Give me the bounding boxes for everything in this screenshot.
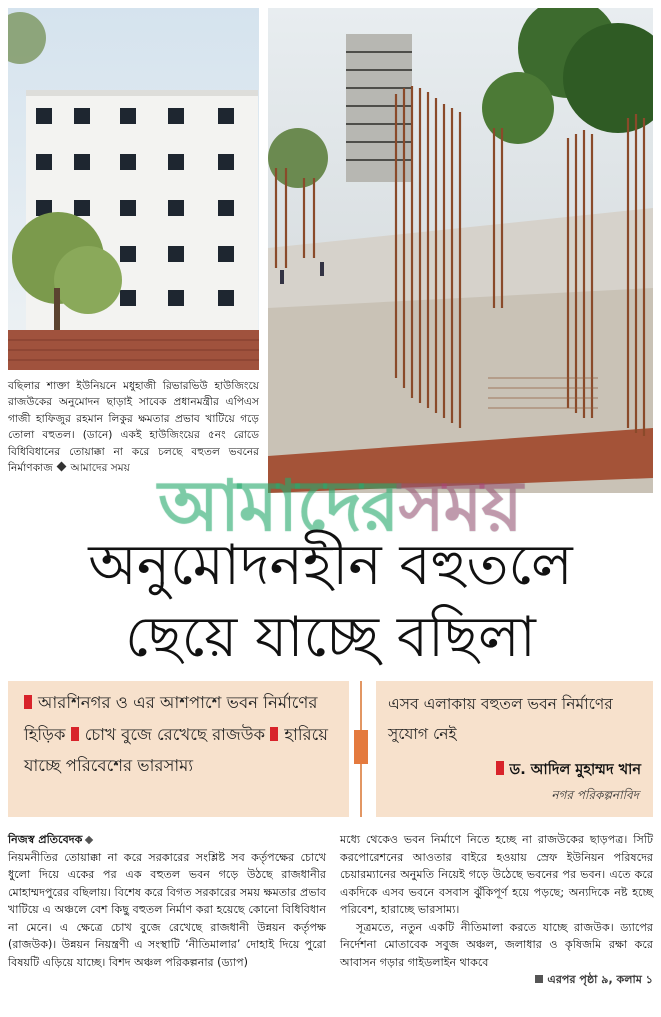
red-bullet-icon [24,695,32,709]
article-column-2 [340,831,653,989]
watermark-part1: আমাদের [158,465,399,547]
continued-square-icon [535,975,543,983]
watermark-part2: সময় [398,465,522,547]
kicker-highlights [8,681,349,817]
byline: নিজস্ব প্রতিবেদক [8,833,83,846]
caption-text: বছিলার শাক্তা ইউনিয়নে মধুহাজী রিভারভিউ হাউজিংয়ে রাজউকের অনুমোদন ছাড়াই সাবেক প্রধানমন্ত্রীর এপিএস গাজী হাফিজুর রহমান লিকুর ক্ষমতার প্রভাব খাটিয়ে গড়ে তোলা বহুতল। (ডানে) একই হাউজিংয়ের ৫নং রোডে বিধিবিধানের তোয়াক্কা না করে চলছে বহুতল ভবনের নির্মাণকাজ [8,380,259,475]
article-col2-para1: মধ্যে থেকেও ভবন নির্মাণে নিতে হচ্ছে না রাজউকের ছাড়পত্র। সিটি করপোরেশনের আওতার বাইরে হওয়ায় স্রেফ ইউনিয়ন পরিষদের চেয়ারম্যানের অনুমতি নিয়েই গড়ে উঠেছে ভবনের পর ভবন। এতে করে একদিকে এসব ভবনে বসবাস ঝুঁকিপূর্ণ হয়ে পড়ছে; অন্যদিকে নষ্ট হচ্ছে পরিবেশ, হারাচ্ছে ভারসাম্য। [340,833,653,916]
headline-line-1: অনুমোদনহীন বহুতলে [88,533,573,598]
byline-diamond-icon [85,836,93,844]
kicker-item-3: হারিয়ে যাচ্ছে পরিবেশের ভারসাম্য [24,724,328,775]
article-column-1 [8,831,326,971]
building-photo [8,8,259,370]
expert-quote: এসব এলাকায় বহুতল ভবন নির্মাণের সুযোগ নেই [388,695,613,743]
kicker-highlights-text [24,687,339,782]
quote-author-name: ড. আদিল মুহাম্মদ খান [509,762,641,778]
headline-line-2: ছেয়ে যাচ্ছে বছিলা [125,605,536,670]
kicker-item-2: চোখ বুজে রেখেছে রাজউক [84,724,266,744]
continued-text: এরপর পৃষ্ঠা ৯, কলাম ১ [547,973,653,986]
quote-author-title: নগর পরিকল্পনাবিদ [551,788,639,802]
credit-diamond-icon [57,462,67,472]
red-bullet-icon [496,761,504,775]
red-bullet-icon [71,727,79,741]
construction-site-photo [268,8,653,493]
quote-author [496,759,641,783]
article-col2-para2: সূত্রমতে, নতুন একটি নীতিমালা করতে যাচ্ছে রাজউক। ড্যাপের নির্দেশনা মোতাবেক সবুজ অঞ্চল, জলাধার ও কৃষিজমি রক্ষা করে আবাসন গড়ার গাইডলাইন থাকবে [340,920,653,969]
kicker-item-1: আরশিনগর ও এর আশপাশে ভবন নির্মাণের হিড়িক [24,693,318,744]
expert-quote-box [376,681,653,817]
continued-note [340,971,653,989]
divider-marker [354,730,368,764]
photo-credit: আমাদের সময় [70,462,130,475]
article-col1-text: নিয়মনীতির তোয়াক্কা না করে সরকারের সংশ্লিষ্ট সব কর্তৃপক্ষের চোখে ধুলো দিয়ে একের পর এক বহুতল ভবন গড়ে উঠছে রাজধানীর মোহাম্মদপুরের বছিলায়। বিশেষ করে বিগত সরকারের সময় ক্ষমতার প্রভাব খাটিয়ে এ অঞ্চলে বেশ কিছু বহুতল নির্মাণ করা হয়েছে কোনো বিধিবিধান না মেনে। এ ক্ষেত্রে চোখ বুজে রেখেছে রাজধানী উন্নয়ন কর্তৃপক্ষ (রাজউক)। উন্নয়ন নিয়ন্ত্রণী এ সংস্থাটি ‘নীতিমালার’ দোহাই দিয়ে পুরো বিষয়টি এড়িয়ে যাচ্ছে। বিশদ অঞ্চল পরিকল্পনার (ড্যাপ) [8,850,326,969]
red-bullet-icon [270,727,278,741]
